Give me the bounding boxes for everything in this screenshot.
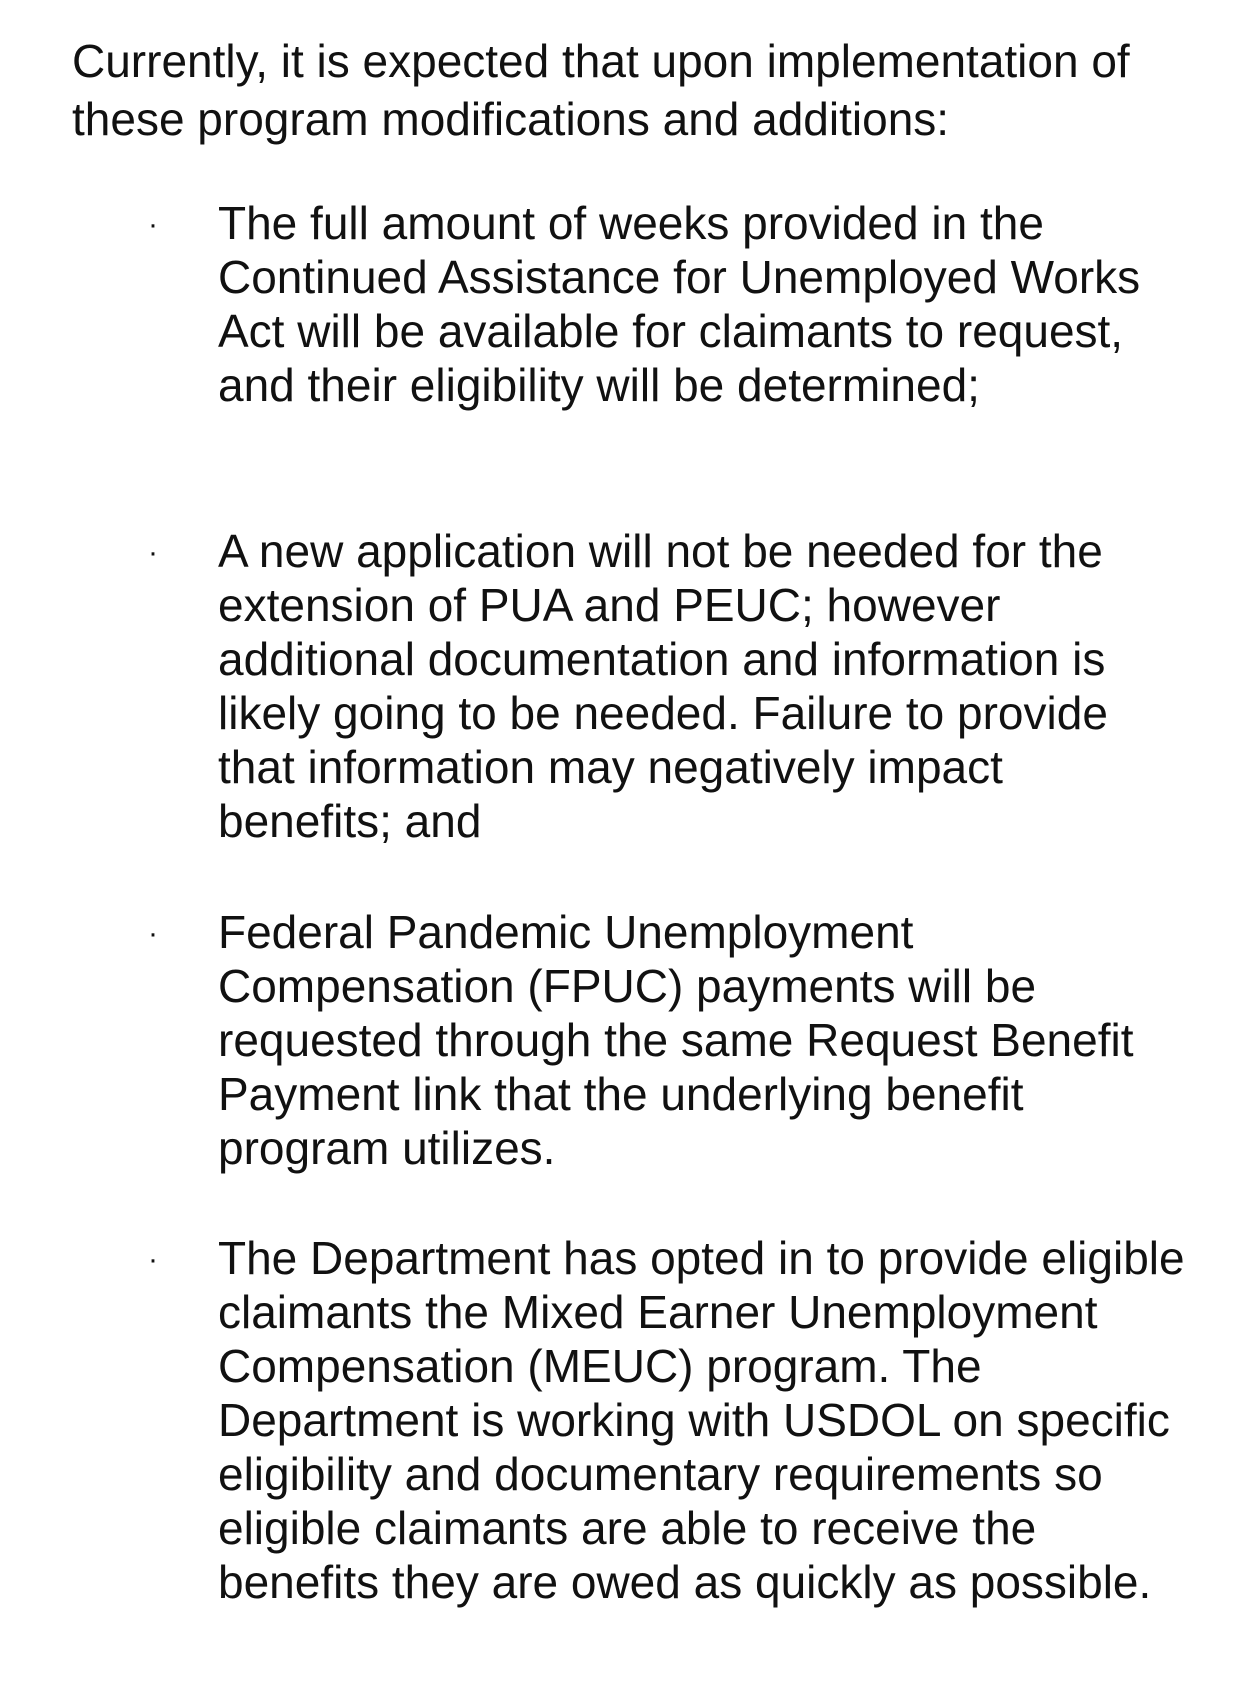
list-item-text: A new application will not be needed for the extension of PUA and PEUC; however additional documentation and information is likely going to be needed. Failure to provide that information may negatively impact benefits; and: [218, 525, 1108, 847]
bullet-icon: ·: [148, 208, 158, 241]
bullet-icon: ·: [148, 917, 158, 950]
bullet-icon: ·: [148, 1243, 158, 1276]
list-item-text: The Department has opted in to provide eligible claimants the Mixed Earner Unemployment Compensation (MEUC) program. The Department is working with USDOL on specific eligibility and documentary requirements so eligible claimants are able to receive the benefits they are owed as quickly as possible.: [218, 1232, 1185, 1608]
list-item-text: The full amount of weeks provided in the Continued Assistance for Unemployed Works Act will be available for claimants to request, and their eligibility will be determined;: [218, 197, 1141, 411]
list-item-text: Federal Pandemic Unemployment Compensation (FPUC) payments will be requested through the same Request Benefit Payment link that the underlying benefit program utilizes.: [218, 906, 1134, 1174]
bullet-icon: ·: [148, 536, 158, 569]
intro-paragraph: Currently, it is expected that upon implementation of these program modifications and additions:: [72, 35, 1130, 145]
